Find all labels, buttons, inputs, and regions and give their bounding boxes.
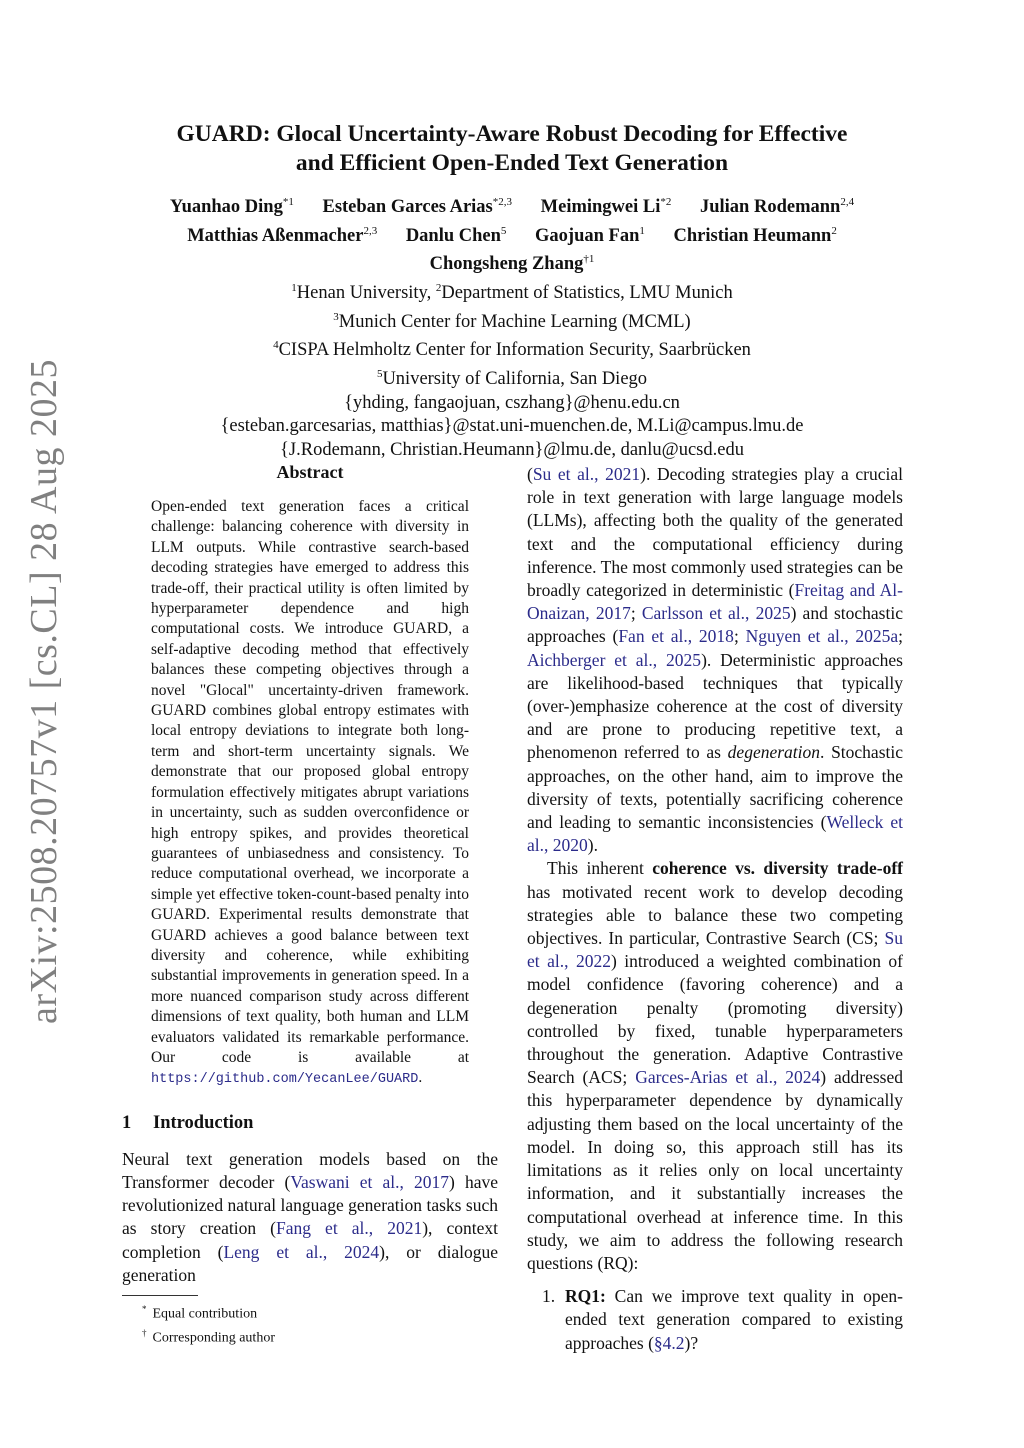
author-row-1 <box>112 191 912 220</box>
section-link[interactable]: §4.2 <box>653 1332 685 1353</box>
author: Meimingwei Li$^{*2}$ <box>540 196 672 218</box>
author: Matthias Aßenmacher$^{2,3}$ <box>187 224 378 246</box>
author: Christian Heumann$^2$ <box>673 224 837 246</box>
author: Julian Rodemann$^{2,4}$ <box>699 196 855 218</box>
affiliation-line: $^1$Henan University, $^2$Department of Statistics, LMU Munich <box>291 281 733 304</box>
title-line-2: and Efficient Open-Ended Text Generation <box>295 150 729 176</box>
author: Esteban Garces Arias$^{*2,3}$ <box>322 196 513 218</box>
citation-link[interactable]: Welleck et al., 2020 <box>527 812 903 856</box>
citation-link[interactable]: Freitag and Al-Onaizan, 2017 <box>527 580 903 624</box>
email-line: {J.Rodemann, Christian.Heumann}@lmu.de, danlu@ucsd.edu <box>280 439 744 460</box>
footnote: † Corresponding author <box>142 1328 275 1346</box>
code-link[interactable]: https://github.com/YecanLee/GUARD <box>151 1072 419 1088</box>
author: Gaojuan Fan$^1$ <box>535 224 645 246</box>
citation-link[interactable]: Su et al., 2022 <box>527 928 903 972</box>
citation-link[interactable]: Garces-Arias et al., 2024 <box>635 1067 821 1088</box>
intro-paragraph: Neural text generation models based on the Transformer decoder (Vaswani et al., 2017) have revolutionized natural language generation tasks such as story creation (Fang et al., 2021), context completion (Leng et al., 2024), or dialogue generation <box>122 1148 499 1285</box>
email-line: {esteban.garcesarias, matthias}@stat.uni-muenchen.de, M.Li@campus.lmu.de <box>220 416 804 437</box>
abstract-heading: Abstract <box>276 462 344 482</box>
body-paragraph: This inherent coherence vs. diversity trade-off has motivated recent work to develop decoding strategies able to balance these two competing objectives. In particular, Contrastive Search (CS; Su et al., 2022) introduced a weighted combination of model confidence (favoring coherence) and a degeneration penalty (promoting diversity) controlled by fixed, tunable hyperparameters throughout the generation. Adaptive Contrastive Search (ACS; Garces-Arias et al., 2024) addressed this hyperparameter dependence by dynamically adjusting them based on the local uncertainty of the model. In doing so, this approach still has its limitations as it relies only on local uncertainty information, and it substantially increases the computational overhead at inference time. In this study, we aim to address the following research questions (RQ): <box>527 858 903 1273</box>
arxiv-identifier: arXiv:2508.20757v1 [cs.CL] 28 Aug 2025 <box>23 359 65 1024</box>
citation-link[interactable]: Fang et al., 2021 <box>275 1218 423 1239</box>
abstract-body: Open-ended text generation faces a critical challenge: balancing coherence with diversity in LLM outputs. While contrastive search-based decoding strategies have emerged to address this trade-off, their practical utility is often limited by hyperparameter dependence and high computational costs. We introduce GUARD, a self-adaptive decoding method that effectively balances these competing objectives through a novel "Glocal" uncertainty-driven framework. GUARD combines global entropy estimates with local entropy deviations to integrate both long-term and short-term uncertainty signals. We demonstrate that our proposed global entropy formulation effectively mitigates abrupt variations in uncertainty, such as sudden overconfidence or high entropy spikes, and provides theoretical guarantees of unbiasedness and consistency. To reduce computational overhead, we incorporate a simple yet effective token-count-based penalty into GUARD. Experimental results demonstrate that GUARD achieves a good balance between text diversity and coherence, while exhibiting substantial improvements in generation speed. In a more nuanced comparison study across different dimensions of text quality, both human and LLM evaluators validated its remarkable performance. Our code is available at https://github.com/YecanLee/GUARD. <box>151 498 469 1088</box>
author-row-3 <box>112 248 912 277</box>
author: Chongsheng Zhang$^{\dagger 1}$ <box>429 253 595 275</box>
affiliation-line: $^5$University of California, San Diego <box>376 367 648 390</box>
citation-link[interactable]: Aichberger et al., 2025 <box>527 649 702 670</box>
author: Danlu Chen$^5$ <box>405 224 507 246</box>
body-paragraph: (Su et al., 2021). Decoding strategies play a crucial role in text generation with large language models (LLMs), affecting both the quality of the generated text and the computational efficiency during inference. The most commonly used strategies can be broadly categorized in deterministic (Freitag and Al-Onaizan, 2017; Carlsson et al., 2025) and stochastic approaches (Fan et al., 2018; Nguyen et al., 2025a; Aichberger et al., 2025). Deterministic approaches are likelihood-based techniques that typically (over-)emphasize coherence at the cost of diversity and are prone to producing repetitive text, a phenomenon referred to as degeneration. Stochastic approaches, on the other hand, aim to improve the diversity of texts, potentially sacrificing coherence and leading to semantic inconsistencies (Welleck et al., 2020). <box>527 464 903 856</box>
paper-title <box>112 120 912 178</box>
footnotes <box>122 1295 498 1348</box>
author-row-2 <box>112 220 912 249</box>
right-column <box>527 463 903 1355</box>
citation-link[interactable]: Carlsson et al., 2025 <box>641 603 791 624</box>
research-question-1: 1. RQ1: Can we improve text quality in open-ended text generation compared to existing approaches (§4.2)? <box>542 1286 903 1353</box>
section-heading-introduction: 1 Introduction <box>122 1112 254 1133</box>
citation-link[interactable]: Leng et al., 2024 <box>223 1241 380 1262</box>
email-line: {yhding, fangaojuan, cszhang}@henu.edu.cn <box>344 392 680 413</box>
author: Yuanhao Ding$^{*1}$ <box>169 196 294 218</box>
footnote-rule <box>122 1295 198 1296</box>
footnote: * Equal contribution <box>142 1304 258 1322</box>
affiliation-line: $^3$Munich Center for Machine Learning (MCML) <box>333 310 691 332</box>
title-line-1: GUARD: Glocal Uncertainty-Aware Robust Decoding for Effective <box>176 121 848 147</box>
left-column <box>122 462 498 1287</box>
citation-link[interactable]: Fan et al., 2018 <box>618 626 734 647</box>
citation-link[interactable]: Nguyen et al., 2025a <box>745 626 899 647</box>
citation-link[interactable]: Vaswani et al., 2017 <box>290 1171 449 1192</box>
author-block <box>112 191 912 462</box>
citation-link[interactable]: Su et al., 2021 <box>532 464 641 484</box>
affiliation-line: $^4$CISPA Helmholtz Center for Information Security, Saarbrücken <box>273 339 751 361</box>
